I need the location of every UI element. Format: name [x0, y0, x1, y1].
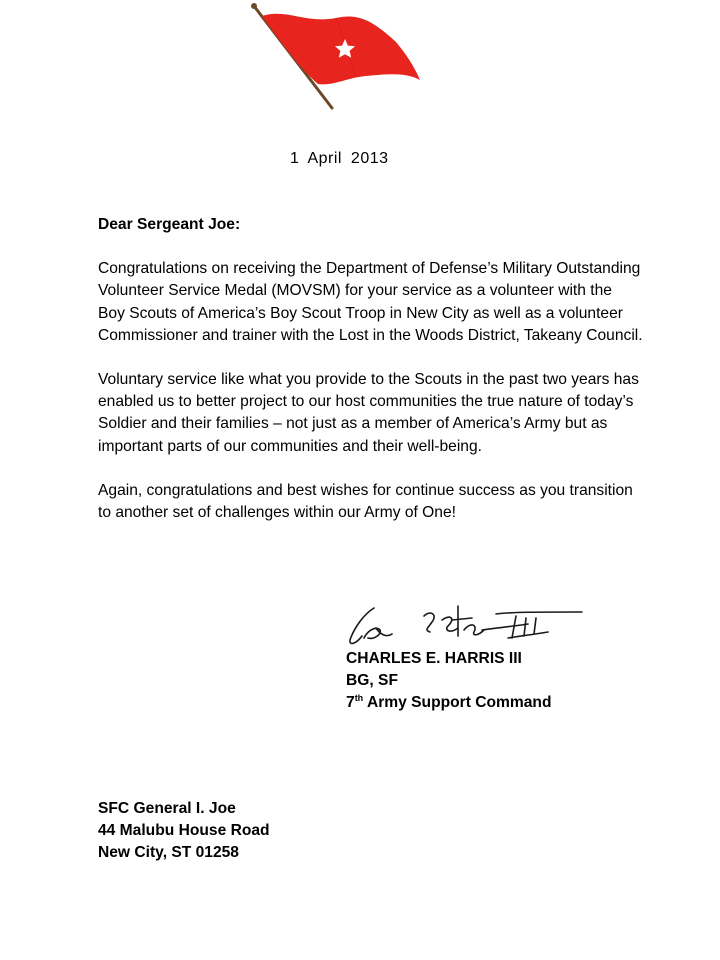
paragraph-closing: Again, congratulations and best wishes for continue success as you transition to another set of challenges within our Army of One! [98, 481, 633, 522]
paragraph-voluntary-service: Voluntary service like what you provide to the Scouts in the past two years has enabled us to better project to our host communities the true nature of today’s Soldier and their families – not just as a member of America’s Army but as important parts of our communities and their well-being. [98, 371, 639, 455]
salutation: Dear Sergeant Joe: [98, 216, 241, 233]
signature-image [346, 600, 586, 648]
signer-name: CHARLES E. HARRIS III [346, 650, 522, 667]
paragraph-congratulations: Congratulations on receiving the Department of Defense’s Military Outstanding Volunteer Service Medal (MOVSM) for your service as a volunteer with the Boy Scouts of America’s Boy Scout Troop in New City as well as a volunteer Commissioner and trainer with the Lost in the Woods District, Takeany Council. [98, 260, 643, 344]
address-line-street: 44 Malubu House Road [98, 822, 270, 840]
address-line-name: SFC General I. Joe [98, 800, 236, 817]
signer-rank: BG, SF [346, 672, 398, 690]
signature-block [346, 600, 606, 715]
recipient-address [98, 798, 270, 865]
signer-command [346, 692, 606, 714]
address-line-city: New City, ST 01258 [98, 844, 239, 862]
flag-icon [246, 2, 422, 110]
letter-body [98, 214, 643, 546]
command-number: 7 [346, 694, 355, 712]
command-name: Army Support Command [363, 694, 552, 712]
command-ordinal-suffix: th [354, 693, 364, 704]
letter-date: 1 April 2013 [290, 150, 389, 167]
